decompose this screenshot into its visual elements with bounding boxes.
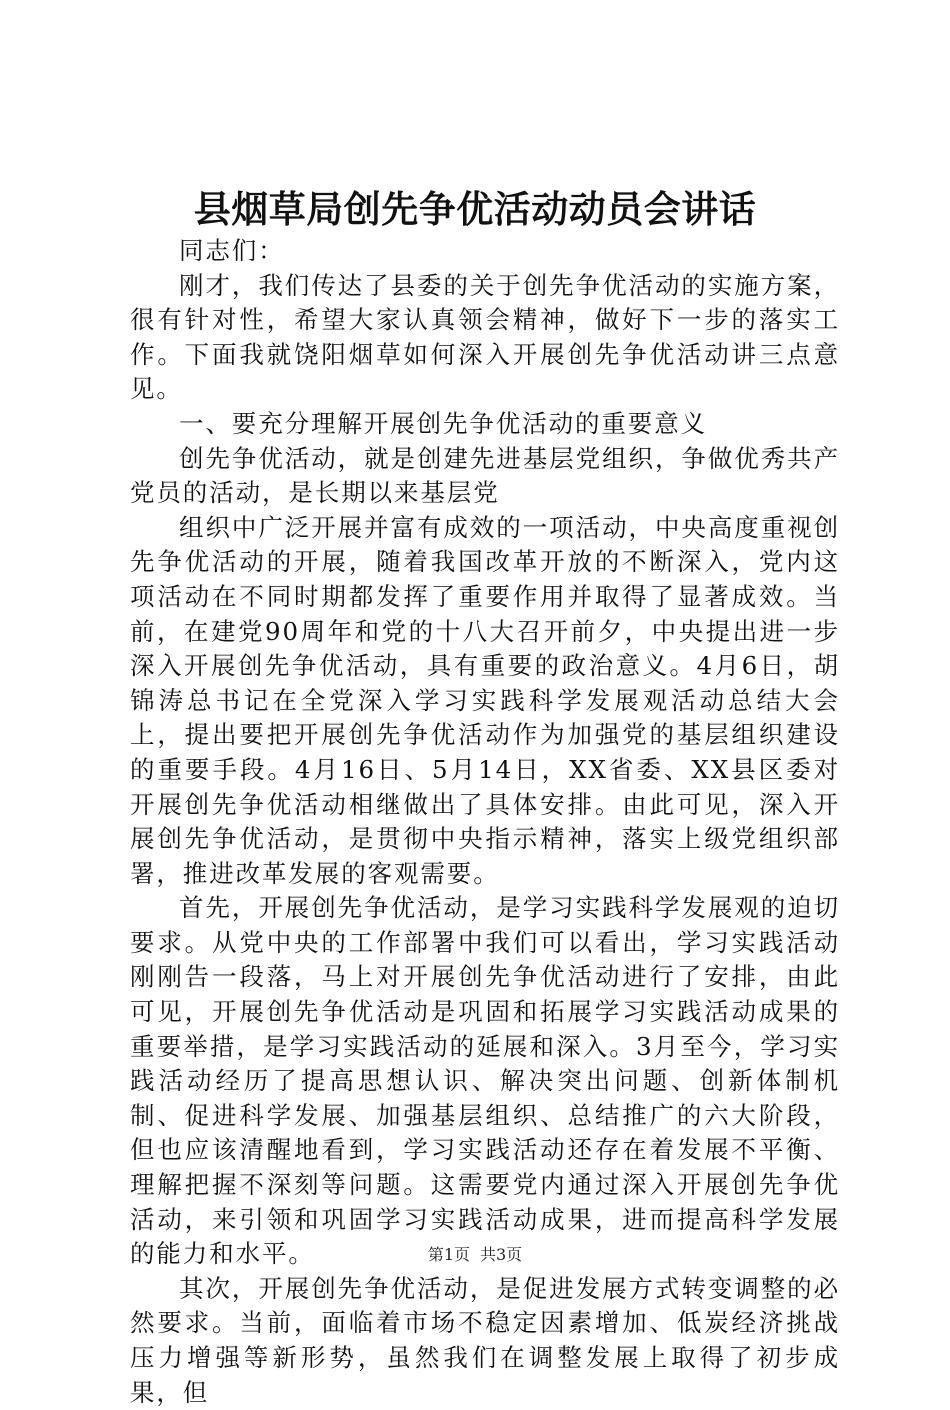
page-number: 第1页 <box>427 1245 470 1264</box>
document-body <box>130 234 840 1410</box>
page-footer <box>0 1244 950 1266</box>
body-paragraph: 组织中广泛开展并富有成效的一项活动，中央高度重视创先争优活动的开展，随着我国改革开放的不断深入，党内这项活动在不同时期都发挥了重要作用并取得了显著成效。当前，在建党90周年和党的十八大召开前夕，中央提出进一步深入开展创先争优活动，具有重要的政治意义。4月6日，胡锦涛总书记在全党深入学习实践科学发展观活动总结大会上，提出要把开展创先争优活动作为加强党的基层组织建设的重要手段。4月16日、5月14日，XX省委、XX县区委对开展创先争优活动相继做出了具体安排。由此可见，深入开展创先争优活动，是贯彻中央指示精神，落实上级党组织部署，推进改革发展的客观需要。 <box>130 512 840 888</box>
section-heading: 一、要充分理解开展创先争优活动的重要意义 <box>179 408 707 438</box>
body-paragraph: 其次，开展创先争优活动，是促进发展方式转变调整的必然要求。当前，面临着市场不稳定因素增加、低炭经济挑战压力增强等新形势，虽然我们在调整发展上取得了初步成果，但 <box>130 1273 840 1407</box>
document-title: 县烟草局创先争优活动动员会讲话 <box>193 188 757 231</box>
body-paragraph: 首先，开展创先争优活动，是学习实践科学发展观的迫切要求。从党中央的工作部署中我们可以看出，学习实践活动刚刚告一段落，马上对开展创先争优活动进行了安排，由此可见，开展创先争优活动是巩固和拓展学习实践活动成果的重要举措，是学习实践活动的延展和深入。3月至今，学习实践活动经历了提高思想认识、解决突出问题、创新体制机制、促进科学发展、加强基层组织、总结推广的六大阶段，但也应该清醒地看到，学习实践活动还存在着发展不平衡、理解把握不深刻等问题。这需要党内通过深入开展创先争优活动，来引领和巩固学习实践活动成果，进而提高科学发展的能力和水平。 <box>130 893 840 1269</box>
page-total: 共3页 <box>480 1245 523 1264</box>
body-paragraph: 刚才，我们传达了县委的关于创先争优活动的实施方案，很有针对性，希望大家认真领会精神，做好下一步的落实工作。下面我就饶阳烟草如何深入开展创先争优活动讲三点意见。 <box>130 270 840 404</box>
body-paragraph: 创先争优活动，就是创建先进基层党组织，争做优秀共产党员的活动，是长期以来基层党 <box>130 443 840 508</box>
salutation: 同志们： <box>179 236 285 265</box>
